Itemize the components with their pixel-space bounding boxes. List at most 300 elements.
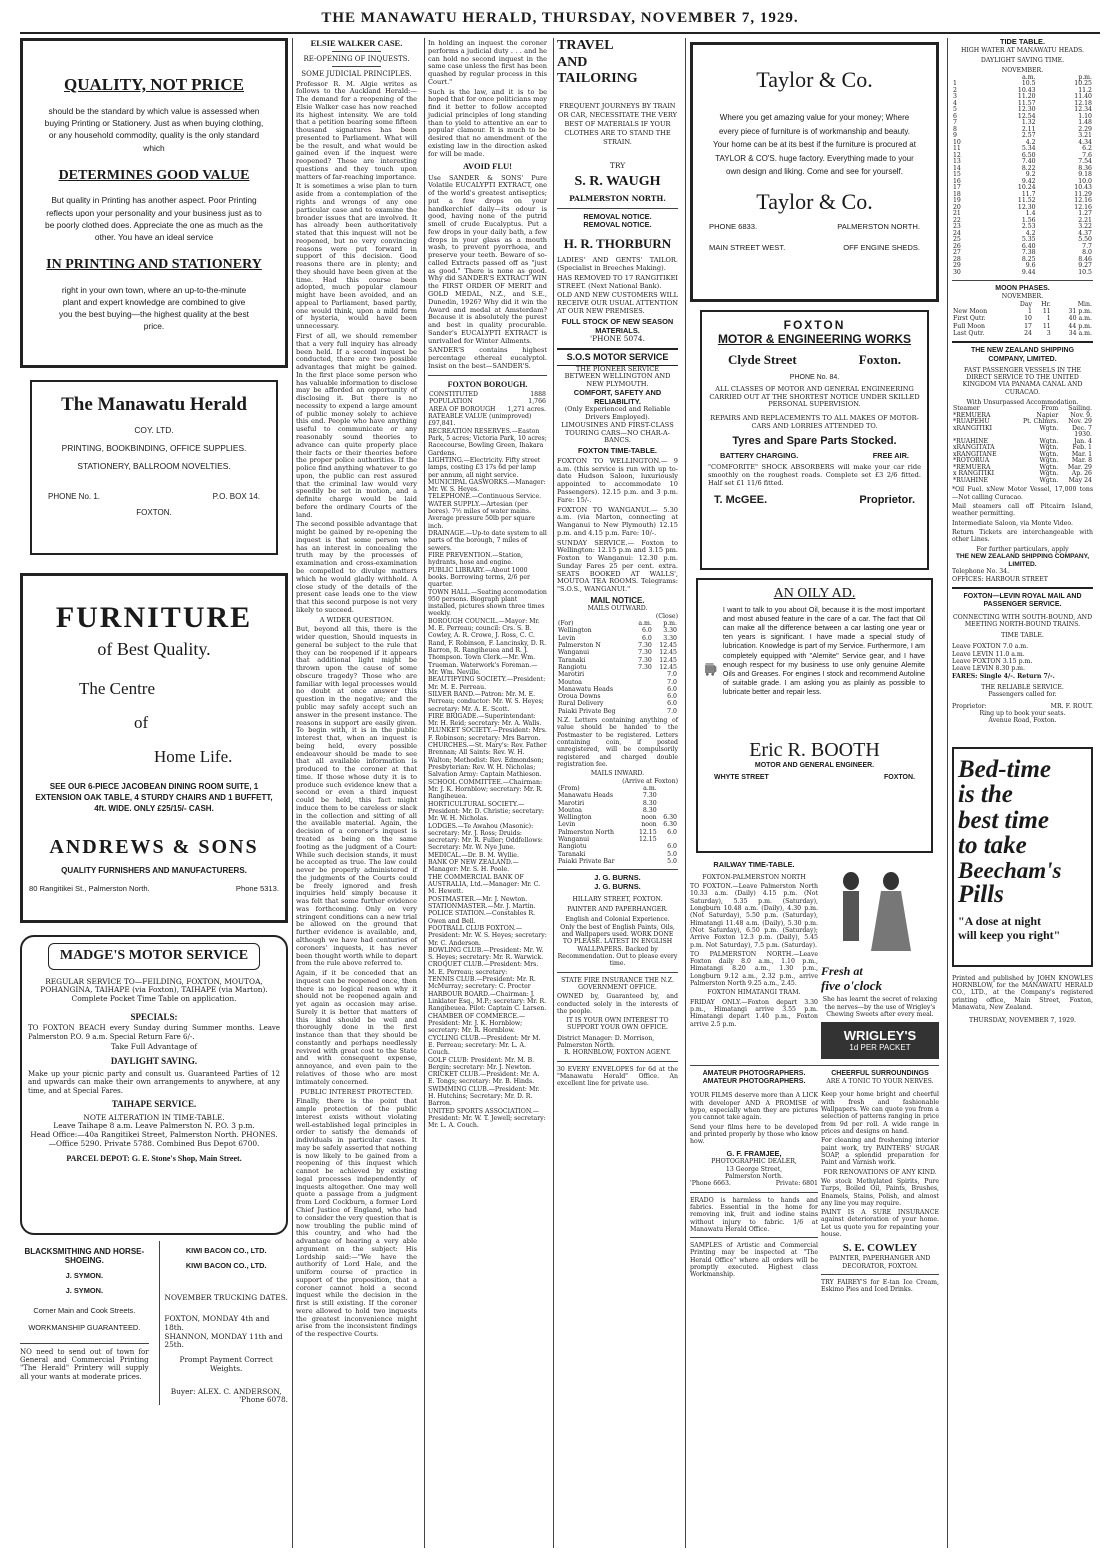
mail-in-cell: 6.0 (667, 843, 677, 851)
mail-out-row (557, 679, 678, 686)
tide-cell: 5 (953, 106, 957, 114)
borough-p39: SWIMMING CLUB.—President: Mr. H. Hutchins; Secretary: Mr. D. R. Barron. (428, 1085, 540, 1108)
foxton-services (708, 452, 921, 461)
tide-cell: 6.40 (1021, 242, 1036, 250)
ship-header-cell: From (1041, 405, 1059, 413)
tide-cell: 10.24 (1017, 184, 1036, 192)
sos-comfort: COMFORT, SAFETY AND RELIABILITY. (573, 387, 662, 406)
furniture-t3: Home Life. (154, 746, 233, 766)
bottom-ads (20, 1241, 288, 1405)
ship-cell: Dec. 7 (1072, 424, 1092, 432)
furniture-sub: of Best Quality. (97, 639, 211, 660)
removal-1: REMOVAL NOTICE. (583, 211, 652, 221)
mail-out-cell: 3.30 (663, 634, 677, 642)
bee-3: best time (958, 806, 1049, 834)
tide-cell: 27 (953, 249, 961, 257)
tide-cell: 6.50 (1021, 151, 1036, 159)
moon-row (952, 330, 1093, 337)
tide-cell: 11.7 (1021, 190, 1036, 198)
madge-p3: TO FOXTON BEACH every Sunday during Summer months. Leave Palmerston P.O. 9 a.m. Special Return Fare 6/-. (28, 1024, 280, 1041)
mail-in-row (557, 792, 678, 799)
andrews-name: ANDREWS & SONS (49, 836, 259, 859)
ship-cell: *REMUERA (953, 463, 991, 471)
oily-ad (696, 578, 933, 853)
tide-cell: 8.25 (1021, 255, 1036, 263)
tide-cell: 12.30 (1017, 203, 1036, 211)
nzs-notes: *Oil Fuel. xNew Motor Vessel, 17,000 tons —Not calling Curacao. (952, 486, 1093, 501)
mail-in-cell: 6.30 (663, 821, 677, 829)
madge-p4: Make up your picnic party and consult us. Guaranteed Parties of 12 and upwards can make their own arrangements to anywhere, at any time, and at Special Fares. (28, 1070, 280, 1095)
ship-cell: Wgtn. (1039, 424, 1059, 432)
article-wq: A WIDER QUESTION. (319, 615, 394, 624)
mail-header-cell: p.m. (663, 620, 677, 627)
levin-l3: Leave FOXTON 3.15 p.m. (952, 658, 1033, 666)
column-3 (424, 38, 550, 1548)
borough-stat-row (428, 406, 547, 413)
tide-nov: NOVEMBER. (1001, 67, 1044, 75)
mail-out-cell: 7.30 (638, 656, 652, 664)
moon-header-cell: Hr. (1041, 300, 1051, 308)
sos-p9: FOXTON TO WANGANUI.— 5.30 a.m. (via Marton, connecting at Wanganui to New Plymouth) 12.15 p.m. and 4.15 p.m. Fare: 10/-. (557, 505, 678, 537)
moon-row (952, 323, 1093, 330)
bee-4: to take (958, 832, 1027, 860)
furniture-ad (20, 573, 288, 923)
borough-p12: FIRE PREVENTION.—Station, hydrants, hose and engine. (428, 551, 523, 567)
borough-p16: BEAUTIFYING SOCIETY.—President: Mr. M. E. Perreau. (428, 676, 546, 691)
tide-cell: 11.29 (1074, 190, 1092, 198)
sos-p7: LIMOUSINES AND FIRST-CLASS TOURING CARS—NO CHAR-A-BANCS. (561, 420, 674, 445)
amateur-t1: AMATEUR PHOTOGRAPHERS. (702, 1069, 806, 1077)
column-6 (947, 38, 1097, 1548)
beecham-ad (952, 747, 1093, 967)
thorburn-p4: OLD AND NEW CUSTOMERS WILL RECEIVE OUR USUAL ATTENTION AT OUR NEW PREMISES. (557, 291, 678, 316)
mail-in-row (557, 858, 678, 865)
bee-2: is the (958, 781, 1013, 809)
booth-addr (704, 774, 925, 782)
mail-out-row (557, 657, 678, 664)
kiwi-t1: KIWI BACON CO., LTD. (185, 1246, 267, 1255)
article-sub2: SOME JUDICIAL PRINCIPLES. (301, 70, 412, 79)
tide-hw: HIGH WATER AT MANAWATU HEADS. (960, 46, 1085, 54)
madge-depot: PARCEL DEPOT: G. E. Stone's Shop, Main Street. (66, 1154, 242, 1164)
moon-cell: 40 a.m. (1068, 315, 1092, 323)
mail-out-row (557, 664, 678, 671)
mail-out-cell: 12.45 (659, 649, 677, 657)
borough-p31: BOWLING CLUB.—President: Mr. W. S. Heyes; secretary: Mr. R. Warwick. (428, 946, 544, 962)
mail-in-cell: 5.0 (667, 850, 677, 858)
levin-rel: THE RELIABLE SERVICE. (981, 684, 1064, 692)
tide-table (952, 75, 1093, 277)
bee-8: will keep you right" (958, 927, 1061, 942)
foxton-street-row (728, 352, 901, 367)
madge-p2: Complete Pocket Time Table on application. (71, 993, 237, 1003)
borough-stats (428, 391, 547, 413)
sfi-p14: OWNED by, Guaranteed by, and conducted solely in the interests of the people. (557, 993, 678, 1015)
ship-cell: 1930. (1074, 431, 1092, 439)
article-title: ELSIE WALKER CASE. (310, 38, 403, 48)
mail-in-cell: Paiaki Private Bar (558, 858, 615, 865)
mail-out-row (557, 700, 678, 707)
mail-out-row (557, 708, 678, 715)
thorburn-phone: 'PHONE 5074. (590, 334, 645, 344)
tide-row (952, 270, 1093, 277)
borough-p29: POLICE STATION.—Constables R. Owen and Bell. (428, 910, 536, 925)
mail-in-cell: 12.15 (638, 836, 657, 844)
amateur-pr: Private: 6801 (775, 1180, 818, 1188)
tide-cell: 23 (953, 223, 961, 231)
sos-p8: FOXTON TO WELLINGTON.— 9 a.m. (this service is run with up to-date Hudson Saloon, luxuriously appointed to accommodate 10 Passengers). 12.15 p.m. and 3 p.m. Fare: 15/-. (557, 456, 678, 504)
andrews-contact (29, 885, 279, 894)
tide-cell: 1 (953, 80, 957, 88)
tide-cell: 4.2 (1025, 229, 1036, 237)
cheer-p1: Keep your home bright and cheerful with fresh and fashionable Wallpapers. We can quote you from a selection of patterns ranging in price from 9d per roll. A wide range in prices and designs on hand. (821, 1091, 939, 1136)
cheer-name: S. E. COWLEY (842, 1242, 918, 1255)
tide-cell: 7.40 (1021, 158, 1036, 166)
samples-ad: SAMPLES of Artistic and Commercial Printing may be inspected at "The Herald Office" where all orders will be promptly executed. Highest class Workmanship. (690, 1242, 818, 1279)
madge-adv: Take Full Advantage of (110, 1041, 198, 1051)
ship-cell: xRANGITIKI (953, 424, 993, 432)
mail-out-cell (633, 686, 653, 693)
ship-cell: Pt. Chlmrs. (1022, 418, 1059, 426)
burns-1: J. G. BURNS. (594, 873, 641, 883)
borough-stat-cell: 1888 (530, 391, 546, 399)
mail-out-cell: 7.0 (667, 671, 677, 679)
article-p5: But, beyond all this, there is the wider question, Should inquests in general be subject to the rule that they can be reopened if it appears that additional light might be thrown upon the cause of some obscure tragedy? Those who are familiar with legal processes would no doubt at once answer this question in the negative; and the public may safely accept such an answer in the present instance. The reasons in support are easily given. To begin with, it is in the public interest that, when an inquest is being held, every possible endeavour should be made to see that all available information is produced to the coroner at that time. If those whose duty it is to produce such evidence knew that a second or even a third inquest could be held, this fact might induce them to be careless or slack in the collection and sitting of all the available material. Again, the decision of a coroner's inquest is treated as being on the same footing as the judgment of a Court: While such decision stands, it must be accepted as true. The law could never be properly administered if the judgments of the Courts could be freely ignored and fresh inquiries held simply because it was felt that some further evidence was forthcoming. Only on very stringent conditions can a new trial be allowed on the ground that further evidence is available, and, although we have had centuries of coroners' inquests, it has never been thought worth while to depart from the rule above referred to. (296, 625, 417, 968)
amateur-pn: Palmerston North. (725, 1172, 783, 1180)
borough-p5: RATEABLE VALUE (unimproved) £97,841. (428, 413, 532, 428)
foxton-phone: PHONE No. 84. (789, 373, 840, 381)
kiwi-l1: FOXTON, MONDAY 4th and 18th. (164, 1314, 270, 1332)
moon-header-cell: Day (1019, 300, 1032, 308)
tide-cell: 18 (953, 190, 961, 198)
ship-cell: Nov. 29 (1068, 418, 1092, 426)
sfi-p15: IT IS YOUR OWN INTEREST TO SUPPORT YOUR OWN OFFICE. (566, 1017, 669, 1032)
bee-5: Beecham's (958, 857, 1062, 883)
article-cont-2: Such is the law, and it is to be hoped that for once politicians may find it better to follow accepted judicial principles of long standing than to yield to attentive an ear to popular clamour. It is much to be desired that no amendment of the existing law in the direction asked for will be made. (428, 87, 547, 158)
blacksmith-ad (20, 1241, 149, 1405)
nzs-mail: Mail steamers call off Pitcairn Island, weather permitting. (952, 502, 1093, 518)
tide-cell: 2.11 (1021, 125, 1036, 133)
borough-p8: MUNICIPAL GASWORKS.—Manager: Mr. W. S. Heyes. (428, 478, 546, 494)
tide-cell: 9.44 (1021, 268, 1036, 276)
flu-title: AVOID FLU! (462, 161, 513, 172)
rail-wrigley-row (690, 861, 939, 1059)
quality-text: should be the standard by which value is assessed when buying Printing or Stationery. Just as when buying clothing, or any household commodity, quality is the only standard which (44, 106, 264, 153)
nzs-acc: With Unsurpassed Accommodation. (966, 399, 1079, 407)
herald-title: The Manawatu Herald (61, 394, 247, 415)
levin-ring: Ring up to book your seats. (979, 709, 1066, 717)
borough-p6: RECREATION RESERVES.—Easton Park, 5 acres; Victoria Park, 10 acres; Racecourse, Bowling Green, Ihakara Gardens. (428, 427, 547, 457)
levin-ave: Avenue Road, Foxton. (988, 717, 1057, 725)
tide-cell: 15 (953, 171, 961, 179)
tide-cell: 4 (953, 99, 957, 107)
nzs-fast: FAST PASSENGER VESSELS IN THE DIRECT SERVICE TO THE UNITED KINGDOM VIA PANAMA CANAL AND CURACAO. (962, 366, 1083, 396)
herald-ad (30, 380, 278, 555)
kiwi-dates: NOVEMBER TRUCKING DATES. (164, 1293, 288, 1303)
foxton-prop: Proprietor. (859, 493, 915, 506)
andrews-phone: Phone 5313. (235, 884, 279, 894)
tide-cell: 12.16 (1074, 197, 1092, 205)
herald-line1: PRINTING, BOOKBINDING, OFFICE SUPPLIES. (61, 443, 247, 454)
tide-title: TIDE TABLE. (999, 38, 1046, 46)
borough-p17: SILVER BAND.—Patron: Mr. M. E. Perreau; conductor: Mr. W. S. Heyes; secretary: Mr. A. E. Scott. (428, 690, 544, 713)
andrews-tag: QUALITY FURNISHERS AND MANUFACTURERS. (61, 865, 247, 875)
ship-cell: *REMUERA (953, 411, 991, 419)
tide-cell: 5.35 (1021, 236, 1036, 244)
ship-cell: Wgtn. (1039, 476, 1059, 484)
mail-out-row (557, 693, 678, 700)
tide-cell: 13 (953, 158, 961, 166)
mail-out-cell: Taranaki (558, 656, 586, 664)
burns-painter: PAINTER AND PAPERHANGER. (567, 906, 668, 914)
kiwi-t2: KIWI BACON CO., LTD. (185, 1260, 267, 1270)
tide-cell: 1.10 (1078, 112, 1092, 120)
mail-in-header-cell (658, 785, 678, 792)
mail-out-cell: Rangiotu (558, 663, 587, 671)
article-sub: RE-OPENING OF INQUESTS. (303, 55, 410, 64)
mail-out-cell: Palmerston N (558, 641, 601, 649)
burns-p13: Only the best of English Paints, Oils, and Wallpapers used. WORK DONE TO PLEASE. LATEST IN ENGLISH WALLPAPERS. Backed by Recommendation. Out to please every time. (557, 923, 678, 968)
tide-cell: 1.32 (1021, 119, 1036, 127)
bee-1: Bed-time (958, 755, 1052, 783)
wrig-brand: WRIGLEY'S (843, 1028, 917, 1044)
mail-inw: MAILS INWARD. (590, 770, 645, 778)
levin-rout: MR. F. ROUT. (1050, 702, 1093, 710)
moon-cell: Last Qutr. (953, 329, 985, 337)
borough-p21: SCHOOL COMMITTEE.—Chairman: Mr. J. K. Hornblow; secretary: Mr. R. Rangiheuea. (428, 778, 543, 801)
imprint-date: THURSDAY, NOVEMBER 7, 1929. (968, 1017, 1076, 1025)
borough-p24: MEDICAL.—Dr. B. M. Wyllie. (428, 851, 519, 859)
tide-cell: 1.4 (1025, 210, 1036, 218)
quality-text-2: But quality in Printing has another aspect. Poor Printing reflects upon your personality and your business just as to be poorly clothed does. Appreciate the one as much as the other. You have an ideal service (45, 195, 263, 242)
levin-prop-row (952, 703, 1093, 710)
bee-7: "A dose at night (958, 913, 1042, 928)
ship-cell: *ROTORUA (953, 457, 990, 465)
tide-cell: 9.2 (1025, 171, 1036, 179)
borough-p28: STATIONMASTER.—Mr. J. Martin. (428, 902, 536, 910)
borough-p22: HORTICULTURAL SOCIETY.—President: Mr. D. Christie; secretary: Mr. W. H. Nicholas. (428, 800, 544, 823)
moon-cell: 1 (1028, 308, 1032, 316)
levin-prop: Proprietor: (952, 702, 987, 710)
moon-cell: 34 a.m. (1068, 329, 1092, 337)
borough-p20: CHURCHES.—St. Mary's: Rev. Father Brennan; All Saints: Rev. W. H. Walton; Methodist: Rev. Edmondson; Presbyterian: Rev. W. H. Nicholas; Salvation Army: Captain Mathieson. (428, 742, 547, 779)
mail-out-row (557, 686, 678, 693)
borough-p7: LIGHTING.—Electricity. Fifty street lamps, costing £3 17s 6d per lamp per annum, all night service. (428, 456, 541, 479)
borough-title: FOXTON BOROUGH. (447, 379, 528, 389)
rail-p1: TO FOXTON.—Leave Palmerston North 10.33 a.m. (Daily) 4.15 p.m. (Not Saturday), 5.35 p.m. (Saturday), Longburn 10.48 a.m. (Daily), 4.30 p.m. (Not Saturday), 5.50 p.m. (Saturday), Himatangi 11.48 a.m. (Daily), 5.30 p.m. (Not Saturday), 6.50 p.m. (Saturday); Arrive Foxton 12.3 p.m. (Daily), 5.45 p.m. Not Saturday), 7.5 p.m. (Saturday). (690, 883, 818, 949)
madge-taihape: TAIHAPE SERVICE. (111, 1098, 197, 1109)
tide-cell: 11 (953, 145, 961, 153)
burns-hill: HILLARY STREET, FOXTON. (572, 895, 663, 903)
mail-out-cell: 3.30 (663, 627, 677, 635)
tide-cell: 5.50 (1078, 236, 1092, 244)
furniture-t1: The Centre (79, 678, 155, 698)
levin-l4: Leave LEVIN 8.30 p.m. (952, 665, 1026, 673)
tide-cell: 7.38 (1021, 249, 1036, 257)
tide-header-cell: a.m. (1022, 73, 1036, 81)
envelopes-ad: 30 EVERY ENVELOPES for 6d at the "Manawatu Herald" Office. An excellent line for private use. (557, 1065, 678, 1088)
moon-cell: 11 (1042, 308, 1051, 316)
quality-title: QUALITY, NOT PRICE (64, 75, 244, 94)
rail-p2: TO PALMERSTON NORTH.—Leave Foxton daily 8.0 a.m., 1.10 p.m., Himatangi 8.20 a.m., 1.30 p.m., Longburn 9.12 a.m., 2.32 p.m., arrive Palmerston North 9.25 a.m., 2.45. (690, 950, 818, 988)
taylor-name-2: Taylor & Co. (756, 188, 873, 214)
tide-cell: 10.5 (1021, 80, 1036, 88)
article-cont-1: In holding an inquest the coroner performs a judicial duty . . . and he can hold no second inquest in the same case unless the first has been quashed by regular process in this Court." (428, 39, 547, 86)
ship-cell: Wgtn. (1039, 457, 1059, 465)
booth-name: Eric R. BOOTH (749, 738, 880, 761)
wrigley-ad (821, 861, 939, 1059)
tide-cell: 8.22 (1021, 164, 1036, 172)
ship-cell: Nov. 9. (1070, 411, 1092, 419)
tide-cell: 10 (953, 138, 961, 146)
sos-p5: THE PIONEER SERVICE BETWEEN WELLINGTON AND NEW PLYMOUTH. (564, 364, 671, 389)
sfi-agent: R. HORNBLOW, FOXTON AGENT. (564, 1049, 671, 1057)
mail-out-cell: 6.0 (667, 685, 677, 693)
madge-title: MADGE'S MOTOR SERVICE (48, 943, 260, 970)
moon-cell: First Qutr. (953, 315, 986, 323)
tide-cell: 8 (953, 125, 957, 133)
tide-cell: 12.54 (1017, 112, 1036, 120)
determines-heading: DETERMINES GOOD VALUE (58, 167, 250, 183)
taylor-row1 (699, 223, 930, 232)
mail-out-cell (633, 693, 653, 700)
tide-cell: 10.43 (1074, 184, 1092, 192)
levin-pas: Passengers called for. (988, 691, 1057, 699)
foxton-fa: FREE AIR. (872, 450, 909, 460)
mail-title: MAIL NOTICE. (590, 595, 645, 605)
mail-out-cell: Wellington (558, 627, 592, 635)
madge-note: NOTE ALTERATION IN TIME-TABLE. (83, 1112, 225, 1122)
nzs-title: THE NEW ZEALAND SHIPPING COMPANY, LIMITED. (970, 347, 1075, 363)
mail-in-cell: Wellington (558, 814, 592, 822)
tide-cell: 12.16 (1074, 203, 1092, 211)
rail-tram: FOXTON HIMATANGI TRAM. (707, 989, 801, 997)
tide-cell: 12 (953, 151, 961, 159)
madge-p1: REGULAR SERVICE TO—FEILDING, FOXTON, MOUTOA, POHANGINA, TAIHAPE (via Foxton), TAIHAPE (via Marton). (40, 976, 268, 995)
rail-section (690, 861, 818, 1059)
ship-cell: May 24 (1068, 476, 1092, 484)
mail-in-cell: 6.0 (667, 828, 677, 836)
cheer-p4: PAINT IS A SURE INSURANCE against deterioration of your home. Let us quote you for repainting your house. (821, 1209, 939, 1239)
borough-p11: DRAINAGE.—Up-to date system to all parts of the borough, 7 miles of sewers. (428, 530, 547, 552)
cheer-p2: For cleaning and freshening interior paint work, try PAINTERS' SUGAR SOAP, a splendid preparation for Paint and Varnish work. (821, 1137, 939, 1167)
moon-cell: 11 (1042, 322, 1051, 330)
sfi-mgr: District Manager: D. Morrison, Palmerston North. (557, 1034, 655, 1050)
amateur-ph: 'Phone 6663. (690, 1180, 731, 1188)
ship-cell: *RUAHINE (953, 437, 989, 445)
moon-cell: 17 (1024, 322, 1032, 330)
tide-cell: 7.6 (1082, 151, 1092, 159)
nzs-off: OFFICES: HARBOUR STREET (952, 575, 1048, 583)
borough-p13: PUBLIC LIBRARY.—About 1000 books. Borrowing terms, 2/6 per quarter. (428, 566, 530, 589)
mail-out-cell: 7.0 (667, 678, 677, 686)
thorburn-p3: HAS REMOVED TO 17 RANGITIKEI STREET. (Next National Bank). (557, 273, 679, 290)
ship-cell: x RANGITIKI (953, 470, 995, 478)
tide-cell: 26 (953, 242, 961, 250)
wrig-text: She has learnt the secret of relaxing the nerves—by the use of Wrigley's Chewing Sweets after every meal. (822, 996, 938, 1018)
furniture-t2: of (134, 712, 149, 732)
mail-out: MAILS OUTWARD. (587, 605, 648, 613)
tide-cell: 4.2 (1025, 138, 1036, 146)
mail-out-row (557, 671, 678, 678)
mail-in-cell: 7.30 (642, 792, 657, 800)
kiwi-phone: 'Phone 6078. (239, 1395, 288, 1405)
mail-out-cell: 7.30 (638, 649, 652, 657)
ship-cell: Wgtn. (1039, 450, 1059, 458)
tide-cell: 7.54 (1078, 158, 1092, 166)
quality-text-3: right in your own town, where an up-to-the-minute plant and expert knowledge are combined to give you the best buying—the highest quality at the best price. (59, 284, 249, 332)
kiwi-ad (159, 1241, 288, 1405)
borough-p27: POSTMASTER.—Mr. J. Newton. (428, 895, 528, 903)
ship-cell: Jan. 4 (1073, 437, 1092, 445)
wrig-pack (821, 1022, 939, 1059)
amateur-t2: AMATEUR PHOTOGRAPHERS. (702, 1078, 806, 1086)
mail-in-cell (658, 836, 678, 843)
tide-cell: 2.29 (1078, 125, 1092, 133)
mail-in-cell: Taranaki (558, 850, 586, 858)
waugh-name: S. R. WAUGH (574, 174, 661, 190)
borough-p34: HARBOUR BOARD.—Chairman: J. Linklater Esq., M.P.; secretary: Mr. R. Rangiheuea. Pilot: Captain C. Larsen. (428, 990, 547, 1013)
tide-cell: 11.20 (1017, 93, 1036, 101)
foxton-mcgee: T. McGEE. (714, 493, 768, 506)
mail-in-cell (658, 792, 678, 799)
tide-cell: 8.36 (1078, 164, 1092, 172)
mail-out-cell (633, 671, 653, 678)
moon-title: MOON PHASES. (995, 285, 1050, 293)
borough-p38: CRICKET CLUB.—President: Mr. A. E. Tongs; secretary: Mr. B. Hinds. (428, 1071, 540, 1086)
foxton-tyres: Tyres and Spare Parts Stocked. (732, 434, 897, 447)
borough-p18: FIRE BRIGADE.—Superintendant: Mr. H. Reid; secretary: Mr. A. Walls. (428, 712, 542, 728)
nzs-name2: THE NEW ZEALAND SHIPPING COMPANY, LIMITED. (955, 552, 1090, 568)
mail-in-cell: 6.30 (663, 814, 677, 822)
borough-p9: TELEPHONE.—Continuous Service. (428, 493, 542, 501)
tide-cell: 11.40 (1074, 93, 1092, 101)
column-1 (20, 38, 288, 1548)
booth-fox: FOXTON. (884, 774, 915, 782)
mail-out-cell: Levin (558, 634, 576, 642)
mail-out-cell (633, 708, 653, 715)
taylor-row2 (699, 244, 930, 253)
tide-cell: 3.21 (1078, 132, 1092, 140)
cheer-role: PAINTER, PAPERHANGER AND DECORATOR, FOXTON. (829, 1255, 931, 1270)
waugh-pn: PALMERSTON NORTH. (569, 193, 666, 203)
mail-in-table (557, 785, 678, 865)
mail-in-cell: Marotiri (558, 799, 585, 807)
borough-p32: CROQUET CLUB.—President: Mrs. M. E. Perreau; secretary: (428, 961, 539, 976)
ship-cell: Wgtn. (1039, 470, 1059, 478)
taylor-main: MAIN STREET WEST. (709, 242, 786, 252)
moon-nov: NOVEMBER. (1001, 293, 1044, 301)
nzs-tel: Telephone No. 34. (952, 568, 1010, 576)
oily-text: I want to talk to you about Oil, because it is the most important and most abused feature in the care of a car. The fact that Oil can make all the difference between a car lasting one year or ten years is significant. I have made a special study of lubrication. Knowledge is part of my Service. Furthermore, I am completely equipped with "Alemite" Service gear, and I have enough respect for my business to use only genuine Alemite Oils and Greases. For engines I stock and recommend Autoline of suitable grade. I am asking you as plainly as possible to lubricate better and repair less. (722, 604, 925, 697)
amateur-ad (690, 1070, 818, 1296)
mail-in-row (557, 843, 678, 850)
mail-header-cell: (For) (558, 620, 574, 627)
taylor-ad (690, 42, 939, 302)
foxton-p1: ALL CLASSES OF MOTOR AND GENERAL ENGINEERING CARRIED OUT AT THE SHORTEST NOTICE UNDER SKILLED PERSONAL SUPERVISION. (709, 384, 920, 409)
tide-cell: 1.27 (1078, 210, 1092, 218)
moon-cell: 31 p.m. (1068, 308, 1092, 316)
taylor-phone: PHONE 6833. (709, 221, 758, 231)
madge-ad (20, 935, 288, 1235)
mail-in-cell: Palmerston North (558, 828, 614, 836)
mail-in-cell: Levin (558, 821, 576, 829)
booth-whyte: WHYTE STREET (714, 774, 769, 782)
black-corner: Corner Main and Cook Streets. (33, 1306, 136, 1316)
madge-p5: Leave Taihape 8 a.m. Leave Palmerston N. P.O. 3 p.m. (53, 1121, 255, 1131)
foxton-town: Foxton. (858, 352, 901, 368)
mail-in-cell: Rangiotu (558, 843, 587, 851)
